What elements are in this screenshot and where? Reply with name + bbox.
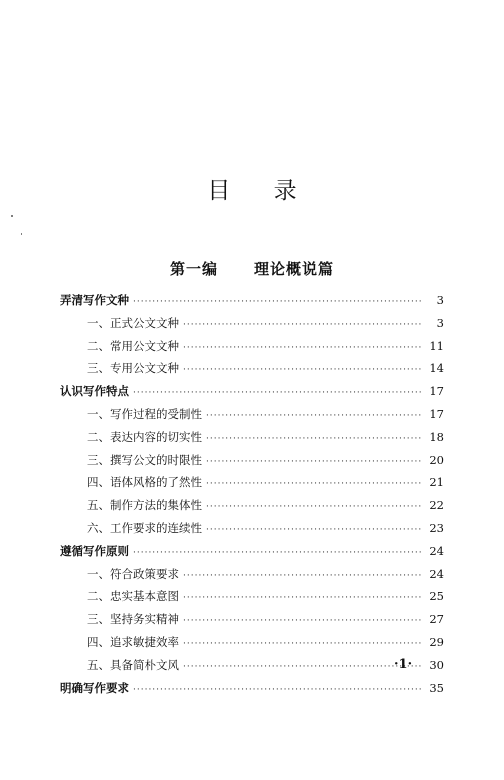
toc-section[interactable] (60, 517, 444, 540)
toc-section[interactable] (60, 403, 444, 426)
leader-dots (183, 587, 422, 610)
toc-page-number: 25 (429, 589, 444, 604)
toc-section[interactable] (60, 471, 444, 494)
leader-dots (183, 314, 422, 337)
leader-dots (183, 337, 422, 360)
toc-section[interactable] (60, 312, 444, 335)
toc-section[interactable] (60, 335, 444, 358)
toc-chapter[interactable] (60, 677, 444, 700)
toc-section[interactable] (60, 426, 444, 449)
scan-speck (21, 233, 22, 235)
toc-label: 五、具备简朴文风 (87, 657, 179, 672)
part-heading (0, 258, 504, 279)
toc-page-number: 23 (429, 520, 444, 535)
toc-label: 四、语体风格的了然性 (87, 475, 202, 490)
toc-label: 三、撰写公文的时限性 (87, 452, 202, 467)
toc-page-number: 29 (429, 634, 444, 649)
toc-section[interactable] (60, 654, 444, 677)
toc-section[interactable] (60, 585, 444, 608)
toc-page-number: 14 (429, 361, 444, 376)
toc-label: 二、常用公文文种 (87, 338, 179, 353)
toc-page-number: 18 (429, 429, 444, 444)
toc-label: 明确写作要求 (60, 680, 129, 695)
leader-dots (133, 382, 422, 405)
toc-page-number: 24 (429, 566, 444, 581)
toc-page-number: 22 (429, 498, 444, 513)
toc-page-number: 27 (429, 612, 444, 627)
toc-label: 遵循写作原则 (60, 543, 129, 558)
toc-chapter[interactable] (60, 540, 444, 563)
toc-section[interactable] (60, 494, 444, 517)
toc-page-number: 3 (436, 315, 444, 330)
page-title: 目 录 (207, 178, 315, 204)
toc-label: 三、专用公文文种 (87, 361, 179, 376)
leader-dots (133, 291, 422, 314)
toc-page-number: 3 (436, 293, 444, 307)
leader-dots (206, 519, 422, 542)
leader-dots (133, 679, 422, 702)
leader-dots (206, 428, 422, 451)
scan-speck (11, 215, 13, 217)
leader-dots (183, 359, 422, 382)
part-name: 理论概说篇 (254, 260, 335, 278)
toc-page-number: 35 (429, 680, 444, 695)
toc-page-number: 17 (429, 384, 444, 399)
toc-label: 弄清写作文种 (60, 293, 129, 307)
part-label: 第一编 (169, 260, 218, 278)
toc-chapter[interactable] (60, 289, 444, 312)
toc-label: 三、坚持务实精神 (87, 612, 179, 627)
leader-dots (206, 405, 422, 428)
toc-section[interactable] (60, 357, 444, 380)
toc-page-number: 11 (429, 338, 444, 353)
leader-dots (206, 451, 422, 474)
toc-page-number: 21 (429, 475, 444, 490)
toc-label: 五、制作方法的集体性 (87, 498, 202, 513)
toc-page-number: 30 (429, 657, 444, 672)
leader-dots (206, 496, 422, 519)
toc-label: 二、表达内容的切实性 (87, 429, 202, 444)
page-folio: ·1· (394, 657, 413, 672)
toc-label: 一、符合政策要求 (87, 566, 179, 581)
toc-label: 一、正式公文文种 (87, 315, 179, 330)
leader-dots (183, 633, 422, 656)
toc-label: 四、追求敏捷效率 (87, 634, 179, 649)
leader-dots (206, 473, 422, 496)
leader-dots (133, 542, 422, 565)
toc-section[interactable] (60, 563, 444, 586)
toc-label: 二、忠实基本意图 (87, 589, 179, 604)
leader-dots (183, 610, 422, 633)
toc-section[interactable] (60, 449, 444, 472)
table-of-contents (60, 289, 444, 699)
leader-dots (183, 565, 422, 588)
toc-page-number: 24 (429, 543, 444, 558)
toc-page-number: 20 (429, 452, 444, 467)
toc-section[interactable] (60, 608, 444, 631)
toc-page-number: 17 (429, 406, 444, 421)
leader-dots (183, 656, 422, 679)
toc-label: 一、写作过程的受制性 (87, 406, 202, 421)
toc-chapter[interactable] (60, 380, 444, 403)
toc-label: 认识写作特点 (60, 384, 129, 399)
toc-section[interactable] (60, 631, 444, 654)
toc-label: 六、工作要求的连续性 (87, 520, 202, 535)
